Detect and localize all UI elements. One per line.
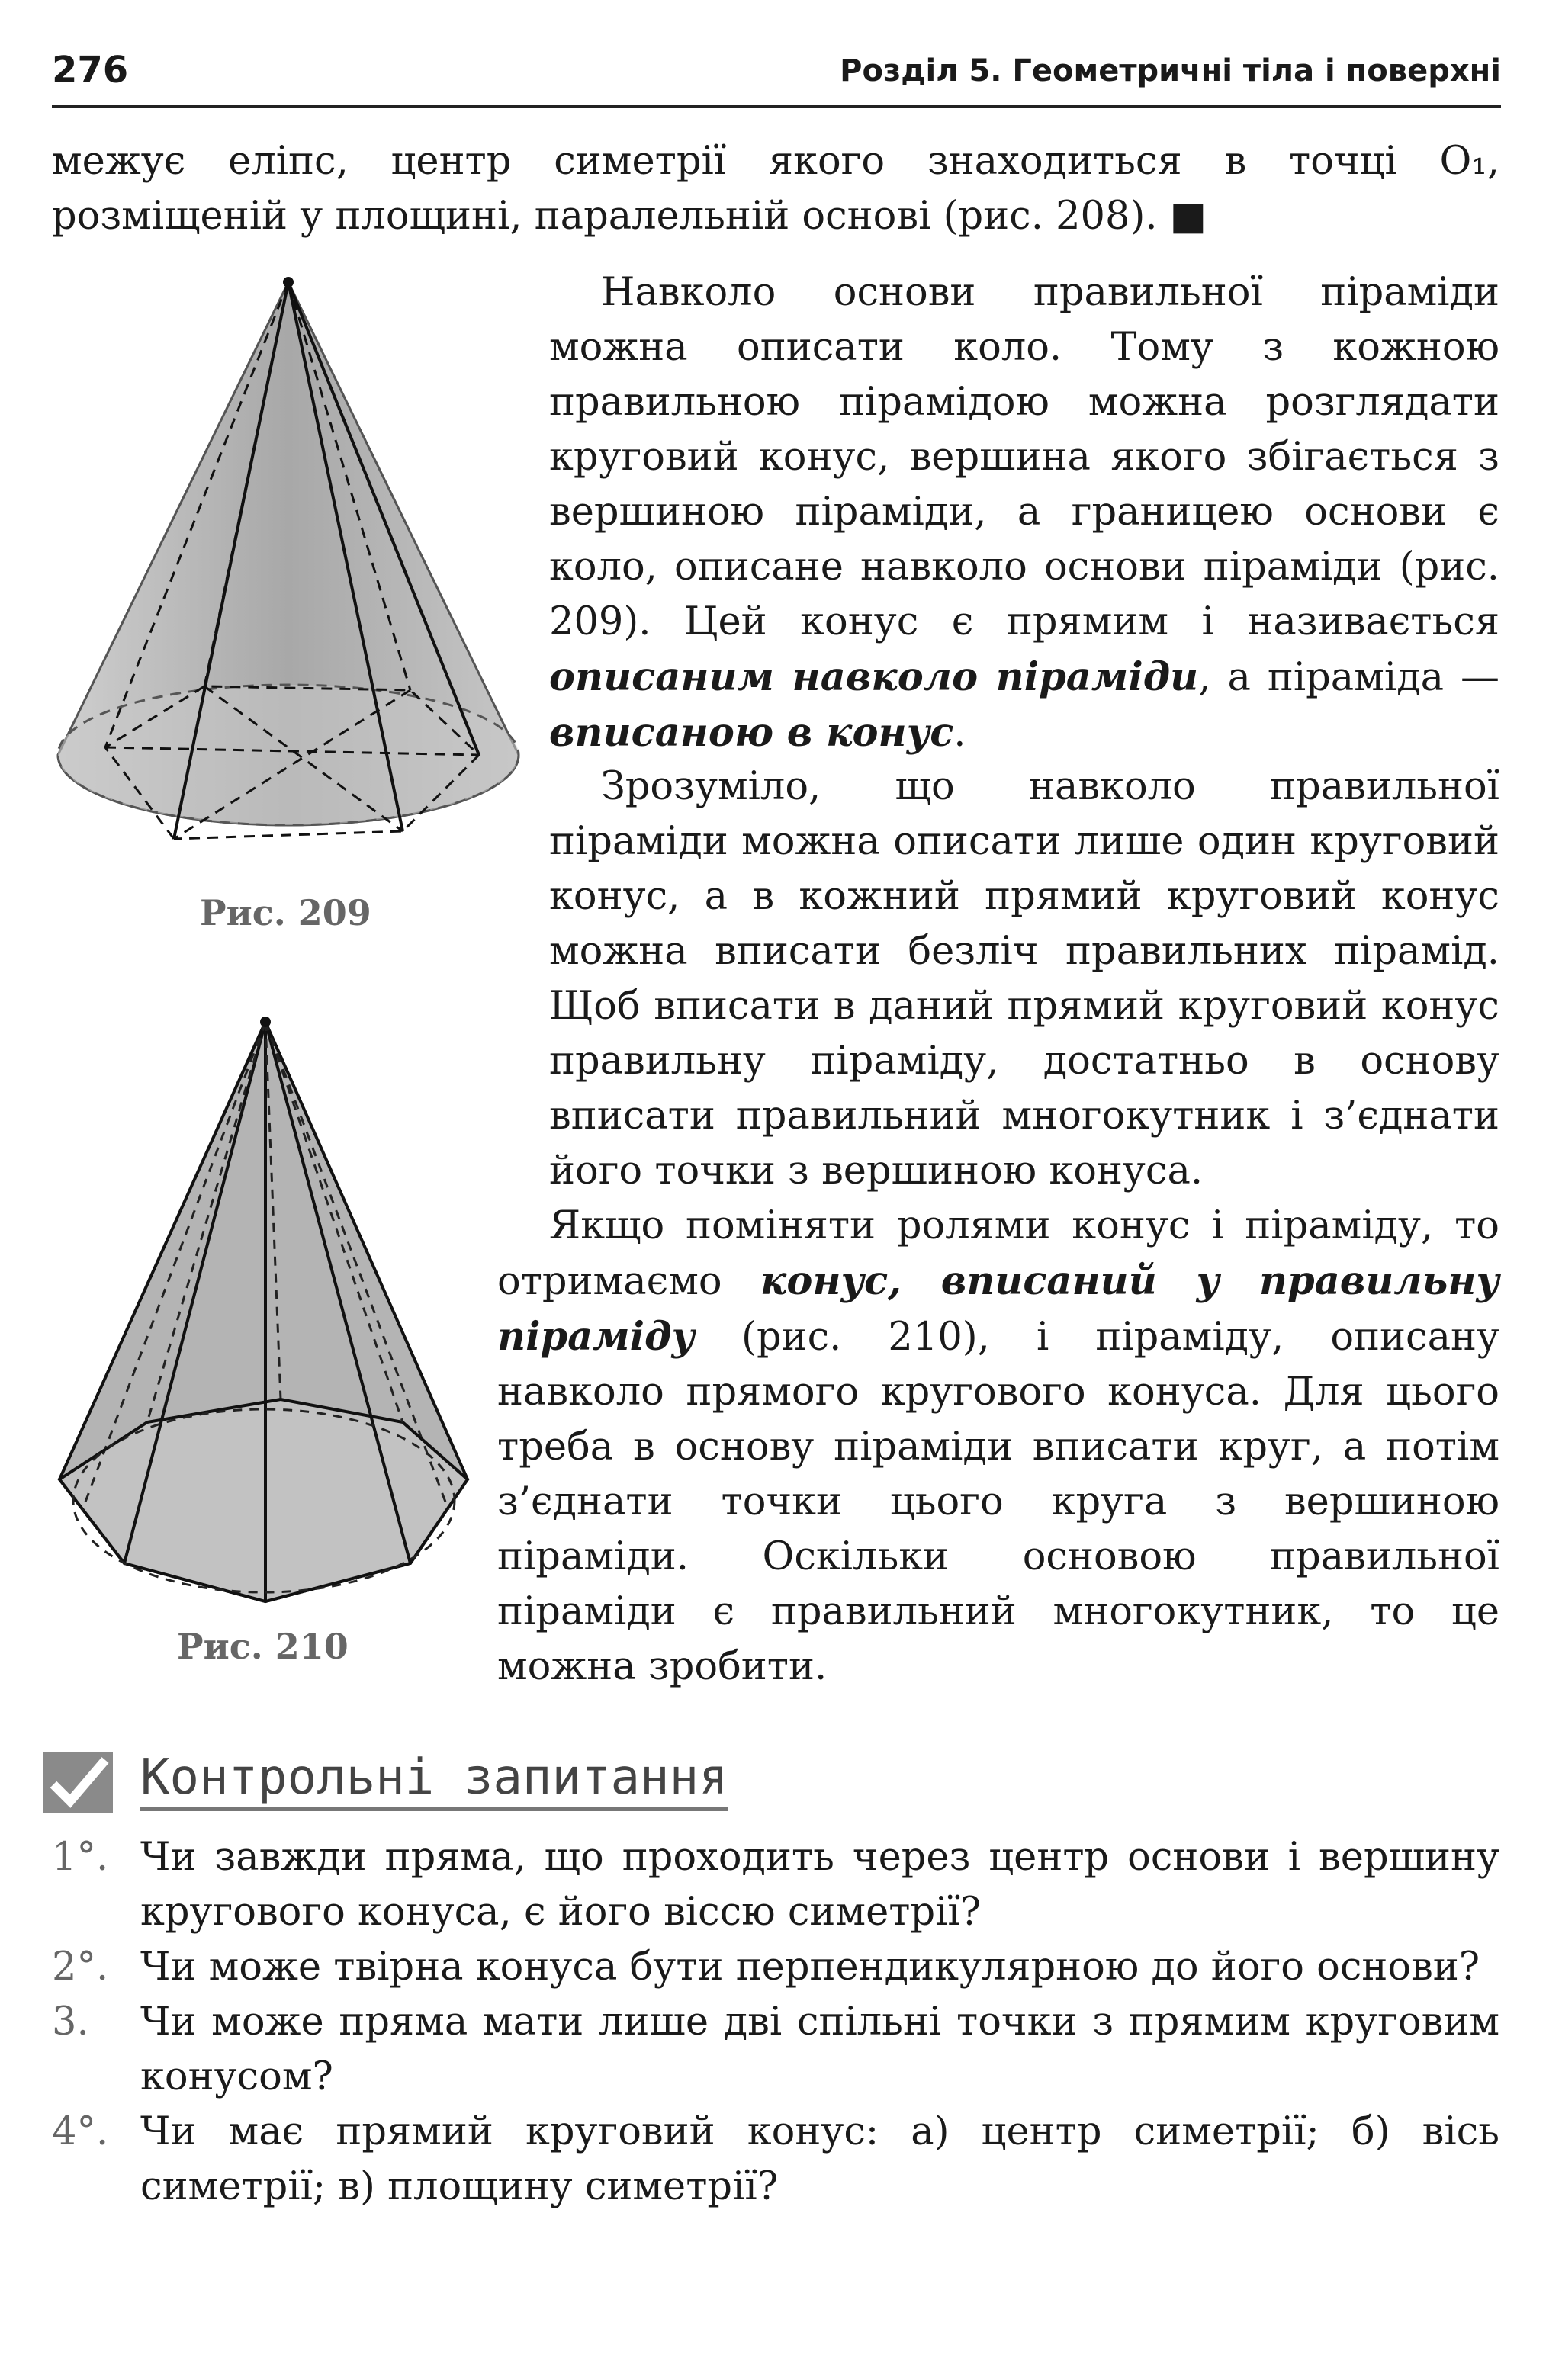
figure-210-caption: Рис. 210 — [177, 1626, 349, 1667]
para2-text: Зрозуміло, що навколо правильної піраміди можна описати лише один круговий конус, а в кожний прямий круговий конус можна вписати безліч правильних пірамід. Щоб вписати в даний прямий круговий конус правильну піраміду, достатньо в основу вписати правильний многокутник і з’єднати його точки з вершиною конуса. — [549, 764, 1499, 1193]
question-text: Чи може пряма мати лише дві спільні точки з прямим круговим конусом? — [140, 1999, 1499, 2099]
figure-210-pyramid-with-inscribed-cone — [52, 1007, 479, 1632]
intro-text: межує еліпс, центр симетрії якого знаходиться в точці O₁, розміщеній у площині, паралельній основі (рис. 208). ■ — [52, 139, 1499, 239]
para1-text-c: . — [953, 711, 966, 756]
para3-text-b: (рис. 210), і піраміду, описану навколо прямого кругового конуса. Для цього треба в основу піраміди вписати круг, а потім з’єднати точки цього круга з вершиною піраміди. Оскільки основою правильної піраміди є правильний многокутник, то це можна зробити. — [497, 1315, 1499, 1689]
question-number: 4°. — [52, 2109, 109, 2154]
question-number: 3. — [52, 1999, 89, 2044]
para1-text-a: Навколо основи правильної піраміди можна описати коло. Тому з кожною правильною пірамідою можна розглядати круговий конус, вершина якого збігається з вершиною піраміди, а границею основи є коло, описане навколо основи піраміди (рис. 209). Цей конус є прямим і називається — [549, 270, 1499, 644]
intro-paragraph — [52, 134, 1499, 244]
control-questions-title: Контрольні запитання — [140, 1749, 728, 1811]
chapter-title: Розділ 5. Геометричні тіла і поверхні — [840, 53, 1501, 88]
questions-list — [52, 1830, 1499, 2215]
page-number: 276 — [52, 49, 129, 92]
page-header — [52, 44, 1501, 108]
question-text: Чи має прямий круговий конус: а) центр симетрії; б) вісь симетрії; в) площину симетрії? — [140, 2109, 1499, 2209]
figure-209-caption: Рис. 209 — [200, 892, 371, 933]
term-inscribed: вписаною в конус — [549, 710, 954, 756]
para3-text-a: Якщо поміняти ролями конус і піраміду, то отримаємо — [497, 1203, 1499, 1304]
question-text: Чи може твірна конуса бути перпендикулярною до його основи? — [140, 1945, 1480, 1990]
question-item — [52, 1995, 1499, 2105]
figure-209-cone-with-inscribed-pyramid — [52, 267, 540, 862]
question-number: 2°. — [52, 1945, 109, 1990]
control-questions-header — [43, 1746, 805, 1823]
paragraph-3 — [497, 1199, 1499, 1694]
paragraph-1 — [549, 265, 1499, 761]
question-number: 1°. — [52, 1835, 109, 1880]
question-text: Чи завжди пряма, що проходить через центр основи і вершину кругового конуса, є його віссю симетрії? — [140, 1835, 1499, 1935]
term-inscribed-cone: конус, вписаний у правильну піраміду — [497, 1258, 1499, 1360]
para1-text-b: , а піраміда — — [1198, 655, 1499, 700]
paragraph-2-part — [549, 760, 1499, 1199]
question-item — [52, 1830, 1499, 1940]
question-item — [52, 2105, 1499, 2215]
question-item — [52, 1940, 1499, 1995]
term-circumscribed: описаним навколо піраміди — [549, 654, 1199, 700]
checkmark-icon — [43, 1752, 113, 1813]
